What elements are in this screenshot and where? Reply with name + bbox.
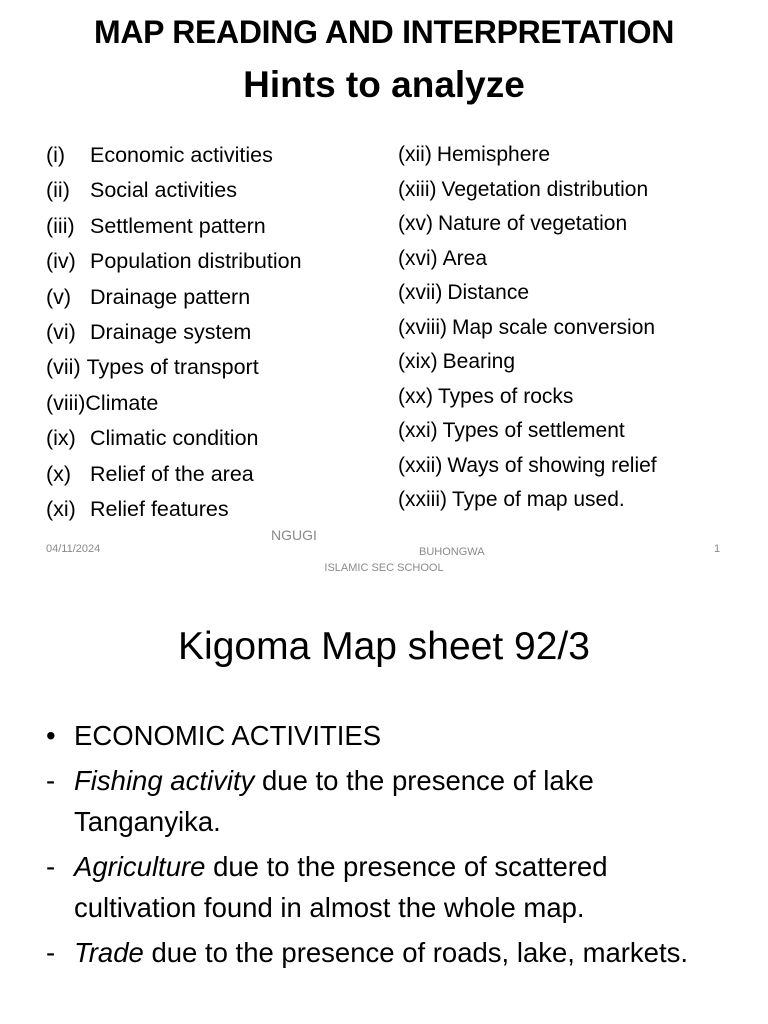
- bullet-text: due to the presence of scattered cultivation found in almost the whole map.: [74, 851, 608, 923]
- list-item: [46, 244, 302, 279]
- list-item: [398, 449, 657, 484]
- bullet-lead: Agriculture: [74, 851, 206, 882]
- footer-author: NGUGI: [271, 527, 317, 543]
- footer-date: 04/11/2024: [46, 543, 101, 555]
- item-number: (xxi): [398, 419, 438, 442]
- item-text: Drainage pattern: [90, 284, 251, 309]
- list-item: [46, 421, 302, 456]
- item-text: Population distribution: [90, 249, 302, 274]
- bullet-list: [46, 715, 736, 977]
- item-number: (xvi): [398, 246, 438, 270]
- item-number: (i): [46, 143, 66, 167]
- item-text: Distance: [447, 281, 530, 304]
- item-number: (iv): [46, 249, 76, 274]
- item-number: (xxii): [398, 453, 443, 477]
- list-item: [46, 932, 736, 973]
- slide-title: MAP READING AND INTERPRETATION: [93, 14, 675, 50]
- bullet-text: due to the presence of roads, lake, markets.: [143, 937, 688, 968]
- item-number: (ii): [46, 178, 70, 203]
- footer-page-number: 1: [714, 543, 721, 555]
- list-item: [398, 242, 657, 277]
- list-item: [46, 350, 302, 385]
- item-number: (xviii): [398, 315, 447, 339]
- item-number: (viii): [46, 390, 86, 415]
- item-text: Map scale conversion: [451, 315, 656, 339]
- list-item: [46, 138, 302, 173]
- list-item: [46, 715, 736, 756]
- footer-school-line1: BUHONGWA: [419, 546, 485, 558]
- item-text: Types of transport: [86, 355, 259, 380]
- item-number: (xix): [398, 350, 438, 373]
- slide-2: [0, 585, 768, 1024]
- list-item: [398, 311, 657, 346]
- item-text: Area: [442, 246, 488, 270]
- item-number: (xii): [398, 143, 432, 166]
- list-item: [46, 173, 302, 208]
- list-item: [46, 280, 302, 315]
- item-number: (xxiii): [398, 488, 447, 511]
- item-text: Types of rocks: [438, 384, 574, 408]
- list-item: [46, 386, 302, 421]
- item-text: Relief features: [90, 496, 229, 521]
- list-item: [46, 209, 302, 244]
- list-item: [398, 138, 657, 173]
- hints-list-right: [398, 138, 657, 518]
- item-text: Type of map used.: [451, 488, 625, 511]
- item-number: (xi): [46, 496, 76, 521]
- bullet-marker: -: [46, 851, 56, 882]
- item-number: (xvii): [398, 281, 443, 304]
- item-text: Economic activities: [90, 143, 273, 167]
- item-text: Ways of showing relief: [447, 453, 657, 477]
- list-item: [398, 173, 657, 208]
- item-text: Types of settlement: [442, 419, 625, 442]
- slide-title: Kigoma Map sheet 92/3: [178, 625, 590, 668]
- item-number: (ix): [46, 426, 76, 451]
- item-number: (xx): [398, 384, 433, 408]
- bullet-lead: Fishing activity: [74, 765, 255, 796]
- item-text: Settlement pattern: [90, 213, 266, 238]
- list-item: [398, 483, 657, 518]
- list-item: [46, 846, 736, 928]
- list-item: [46, 315, 302, 350]
- item-text: Nature of vegetation: [438, 212, 628, 235]
- list-item: [46, 492, 302, 527]
- bullet-marker: -: [46, 937, 56, 968]
- item-number: (x): [46, 461, 72, 486]
- item-number: (iii): [46, 213, 75, 238]
- list-item: [398, 276, 657, 311]
- bullet-lead: Trade: [74, 937, 144, 968]
- item-text: Hemisphere: [436, 143, 551, 166]
- item-number: (xiii): [398, 177, 437, 201]
- item-number: (vi): [46, 319, 76, 344]
- bullet-marker: •: [46, 720, 56, 751]
- list-item: [398, 380, 657, 415]
- item-number: (xv): [398, 212, 433, 235]
- item-number: (vii): [46, 355, 81, 380]
- list-item: [46, 760, 736, 842]
- item-text: Climatic condition: [90, 426, 259, 451]
- footer-school-line2: ISLAMIC SEC SCHOOL: [324, 562, 444, 574]
- bullet-text: due to the presence of lake Tanganyika.: [74, 765, 594, 837]
- bullet-text: ECONOMIC ACTIVITIES: [74, 720, 382, 751]
- item-text: Vegetation distribution: [441, 177, 649, 201]
- list-item: [398, 207, 657, 242]
- item-text: Climate: [85, 390, 159, 415]
- bullet-marker: -: [46, 765, 56, 796]
- list-item: [398, 414, 657, 449]
- hints-list-left: [46, 138, 302, 527]
- list-item: [398, 345, 657, 380]
- item-text: Bearing: [442, 350, 516, 373]
- item-text: Drainage system: [90, 319, 252, 344]
- list-item: [46, 457, 302, 492]
- slide-subtitle: Hints to analyze: [243, 64, 525, 105]
- item-text: Relief of the area: [90, 461, 254, 486]
- item-text: Social activities: [90, 178, 237, 203]
- item-number: (v): [46, 284, 72, 309]
